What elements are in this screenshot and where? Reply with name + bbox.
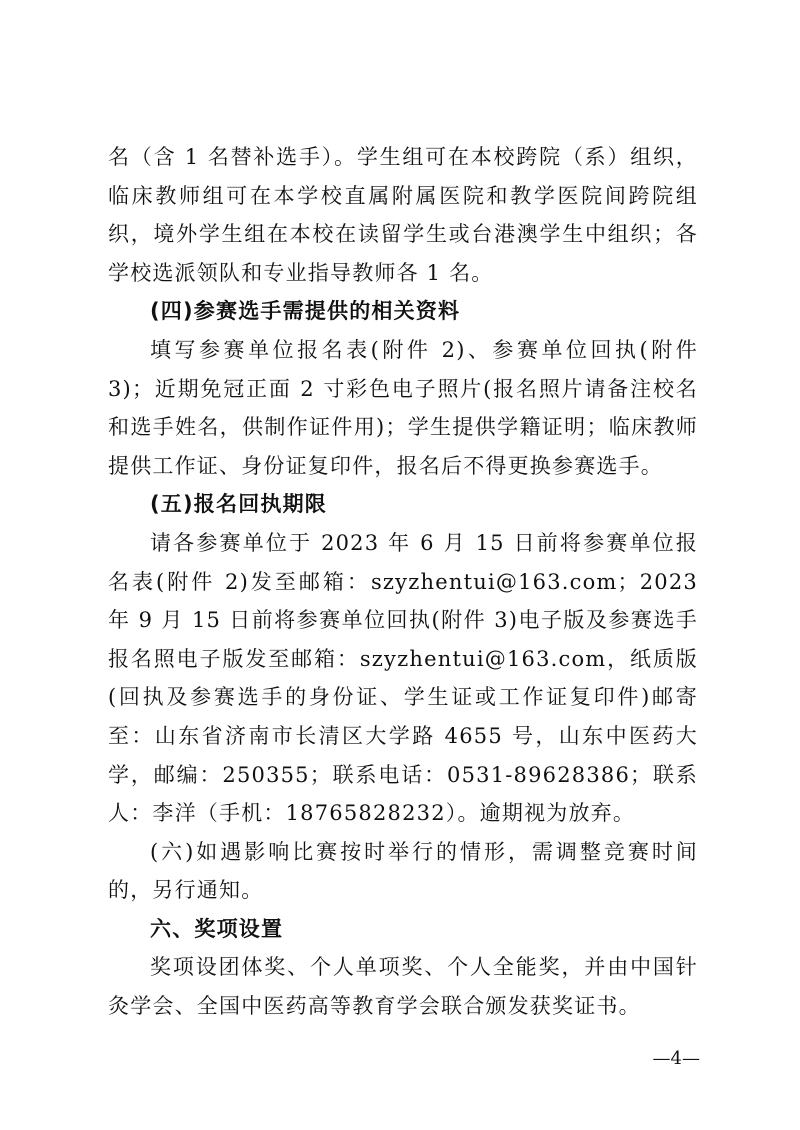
paragraph-schedule-change-notice: (六)如遇影响比赛按时举行的情形，需调整竞赛时间的，另行通知。 xyxy=(108,839,698,903)
paragraph-team-composition: 名（含 1 名替补选手）。学生组可在本校跨院（系）组织，临床教师组可在本学校直属附属医院和教学医院间跨院组织，境外学生组在本校在读留学生或台港澳学生中组织；各学校选派领队和专业指导教师各 1 名。 xyxy=(108,145,698,285)
page-number: —4— xyxy=(652,1048,700,1069)
document-body xyxy=(108,138,698,1026)
paragraph-awards: 奖项设团体奖、个人单项奖、个人全能奖，并由中国针灸学会、全国中医药高等教育学会联合颁发获奖证书。 xyxy=(108,955,698,1019)
section-heading-required-materials: (四)参赛选手需提供的相关资料 xyxy=(150,299,461,324)
paragraph-registration-deadline: 请各参赛单位于 2023 年 6 月 15 日前将参赛单位报名表(附件 2)发至邮箱：szyzhentui@163.com；2023 年 9 月 15 日前将参赛单位回执(附件 3)电子版及参赛选手报名照电子版发至邮箱：szyzhentui@163.com，纸质版(回执及参赛选手的身份证、学生证或工作证复印件)邮寄至：山东省济南市长清区大学路 4655 号，山东中医药大学，邮编：250355；联系电话：0531-89628386；联系人：李洋（手机：18765828232）。逾期视为放弃。 xyxy=(108,530,698,826)
section-heading-awards: 六、奖项设置 xyxy=(150,916,284,941)
section-heading-registration-deadline: (五)报名回执期限 xyxy=(150,492,327,517)
paragraph-required-materials: 填写参赛单位报名表(附件 2)、参赛单位回执(附件 3)；近期免冠正面 2 寸彩色电子照片(报名照片请备注校名和选手姓名，供制作证件用)；学生提供学籍证明；临床教师提供工作证、身份证复印件，报名后不得更换参赛选手。 xyxy=(108,337,698,478)
